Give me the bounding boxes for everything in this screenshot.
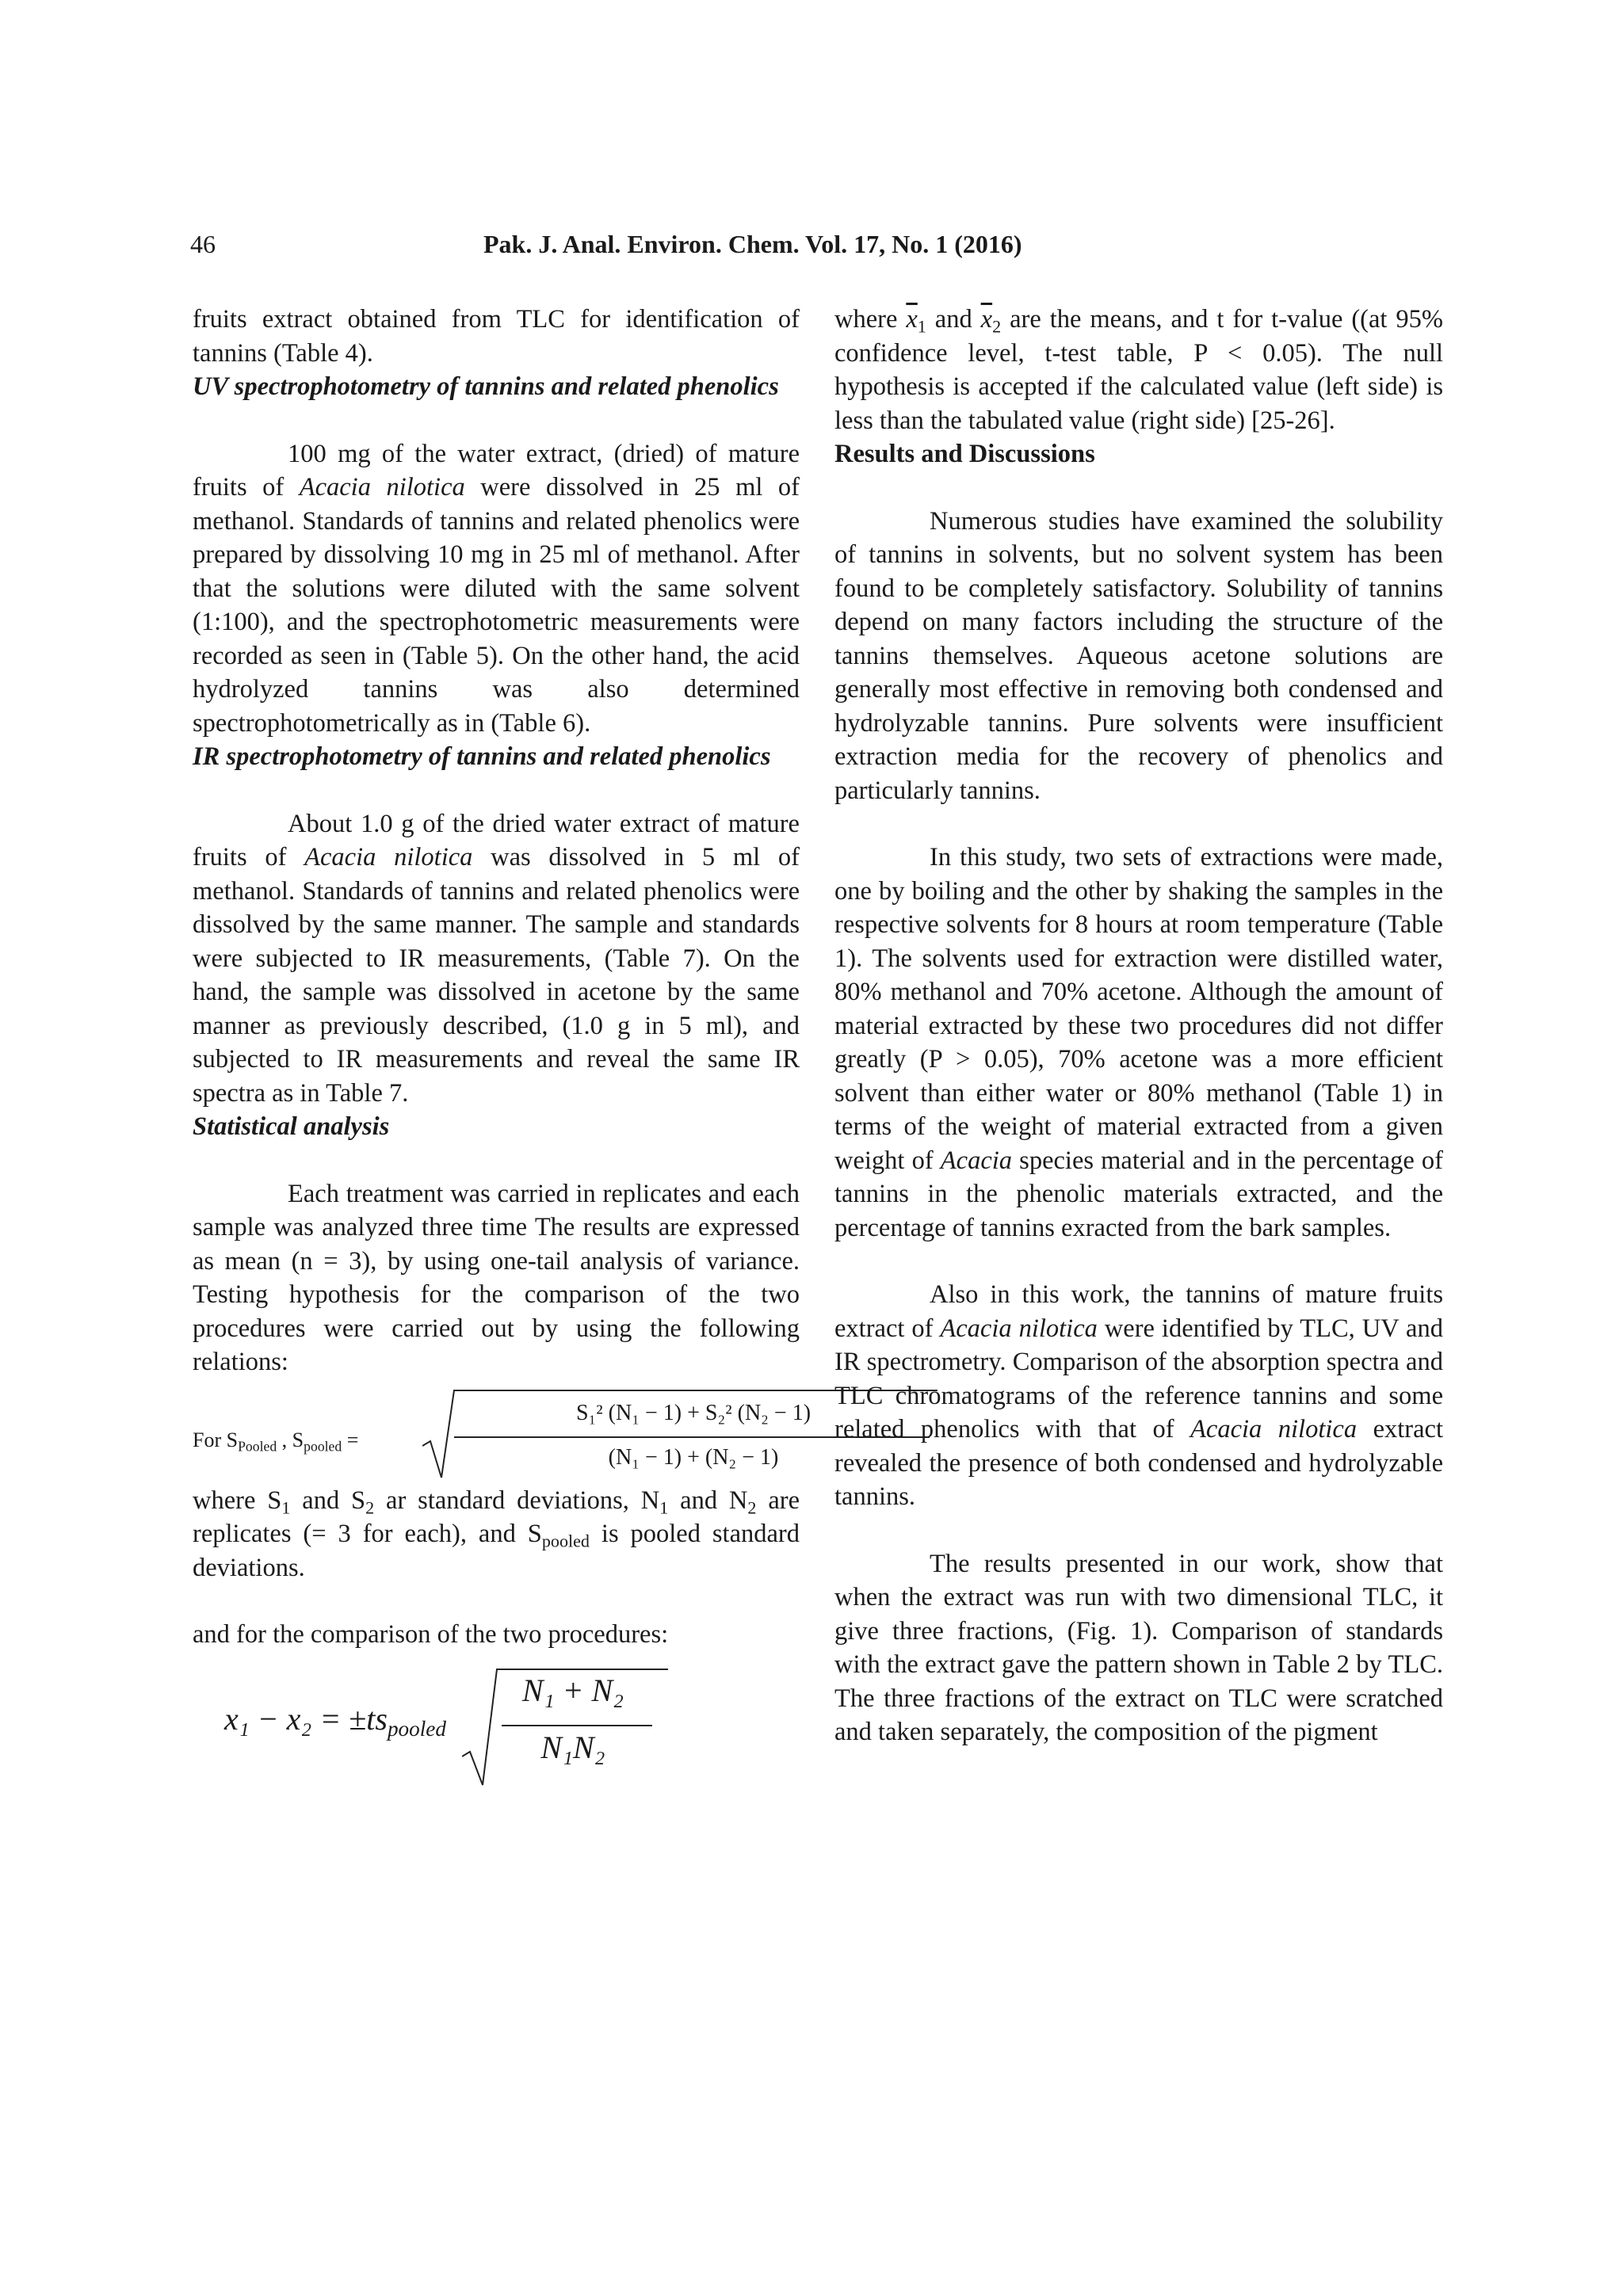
formula-numerator: N₁ + N₂ xyxy=(521,1672,624,1708)
results-paragraph-3: Also in this work, the tannins of mature fruits extract of Acacia nilotica were identified by TLC, UV and IR spectrometry. Comparison of the absorption spectra and TLC chromatograms of the reference tannins and some related phenolics with that of Acacia nilotica extract revealed the presence of both condensed and hydrolyzable tannins. xyxy=(834,1280,1443,1511)
uv-section-heading: UV spectrophotometry of tannins and related phenolics xyxy=(193,372,779,401)
results-paragraph-4: The results presented in our work, show that when the extract was run with two dimensional TLC, it give three fractions, (Fig. 1). Comparison of standards with the extract gave the pattern shown in Table 2 by TLC. The three fractions of the extract on TLC were scratched and taken separately, the composition of the pigment xyxy=(834,1549,1443,1746)
statistical-paragraph: Each treatment was carried in replicates and each sample was analyzed three time The results are expressed as mean (n = 3), by using one-tail analysis of variance. Testing hypothesis for the comparison of the two procedures were carried out by using the following relations: xyxy=(193,1179,800,1376)
running-header xyxy=(190,230,1442,269)
fraction-bar xyxy=(502,1725,652,1726)
uv-paragraph: 100 mg of the water extract, (dried) of mature fruits of Acacia nilotica were dissolved in 25 ml of methanol. Standards of tannins and related phenolics were prepared by dissolving 10 mg in 25 ml of methanol. After that the solutions were diluted with the same solvent (1:100), and the spectrophotometric measurements were recorded as seen in (Table 5). On the other hand, the acid hydrolyzed tannins was also determined spectrophotometrically as in (Table 6). xyxy=(193,439,800,738)
ir-section-heading: IR spectrophotometry of tannins and related phenolics xyxy=(193,742,771,771)
species-name: Acacia nilotica xyxy=(1190,1415,1358,1444)
species-name: Acacia nilotica xyxy=(299,473,465,502)
formula-numerator: S₁² (N₁ − 1) + S₂² (N₂ − 1) xyxy=(575,1400,812,1425)
species-name: Acacia xyxy=(940,1146,1013,1175)
species-name: Acacia nilotica xyxy=(304,843,473,871)
results-paragraph-2: In this study, two sets of extractions were made, one by boiling and the other by shaking the samples in the respective solvents for 8 hours at room temperature (Table 1). The solvents used for extraction were distilled water, 80% methanol and 70% acetone. Although the amount of material extracted by these two procedures did not differ greatly (P > 0.05), 70% acetone was a more efficient solvent than either water or 80% methanol (Table 1) in terms of the weight of material extracted from a given weight of Acacia species material and in the percentage of tannins in the phenolic materials extracted, and the percentage of tannins exracted from the bark samples. xyxy=(834,843,1443,1242)
species-name: Acacia nilotica xyxy=(940,1314,1098,1343)
formula-lead: For $S_{Pooled}$ , $S_{pooled}$ = xyxy=(193,1428,359,1454)
comparison-formula xyxy=(193,1668,800,1787)
pooled-sd-formula xyxy=(193,1389,812,1484)
intro-paragraph: fruits extract obtained from TLC for identification of tannins (Table 4). xyxy=(193,305,800,368)
means-paragraph: where $\overline{x}_1$ and $\overline{x}_2$ are the means, and t for t-value ((at 95% confidence level, t-test table, P < 0.05). The null hypothesis is accepted if the calculated value (left side) is less than the tabulated value (right side) [25-26]. xyxy=(834,305,1443,435)
formula-denominator: (N₁ − 1) + (N₂ − 1) xyxy=(608,1444,779,1470)
results-paragraph-1: Numerous studies have examined the solubility of tannins in solvents, but no solvent system has been found to be completely satisfactory. Solubility of tannins depend on many factors including the structure of the tannins themselves. Aqueous acetone solutions are generally most effective in removing both condensed and hydrolyzable tannins. Pure solvents were insufficient extraction media for the recovery of phenolics and particularly tannins. xyxy=(834,506,1443,805)
left-column xyxy=(193,303,812,1787)
formula-denominator: N₁N₂ xyxy=(540,1729,605,1765)
comparison-paragraph: and for the comparison of the two procedures: xyxy=(193,1620,669,1649)
where-paragraph: where $S_1$ and $S_2$ ar standard deviations, $N_1$ and $N_2$ are replicates (= 3 for each), and $S_{pooled}$ is pooled standard deviations. xyxy=(193,1486,800,1582)
ir-paragraph: About 1.0 g of the dried water extract of mature fruits of Acacia nilotica was dissolved in 5 ml of methanol. Standards of tannins and related phenolics were dissolved by the same manner. The sample and standards were subjected to IR measurements, (Table 7). On the hand, the sample was dissolved in acetone by the same manner as previously described, (1.0 g in 5 ml), and subjected to IR measurements and reveal the same IR spectra as in Table 7. xyxy=(193,809,800,1108)
statistical-section-heading: Statistical analysis xyxy=(193,1112,390,1141)
formula-lhs: $x_1 - x_2 = \pm ts_{pooled}$ xyxy=(224,1700,446,1741)
page-number: 46 xyxy=(190,230,216,258)
results-section-heading: Results and Discussions xyxy=(834,440,1095,468)
right-column xyxy=(834,303,1443,1749)
journal-reference: Pak. J. Anal. Environ. Chem. Vol. 17, No. 1 (2016) xyxy=(483,230,1022,258)
